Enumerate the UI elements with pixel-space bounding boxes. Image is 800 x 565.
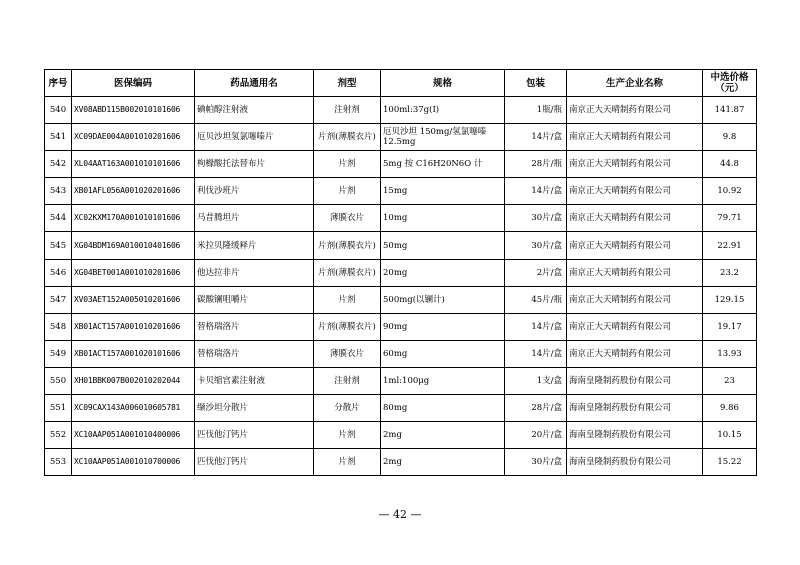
cell-pack: 1支/盒 bbox=[505, 367, 567, 394]
cell-form: 片剂(薄膜衣片) bbox=[314, 259, 381, 286]
cell-name: 马昔腾坦片 bbox=[195, 205, 314, 232]
cell-no: 550 bbox=[45, 367, 72, 394]
cell-price: 23 bbox=[703, 367, 757, 394]
cell-code: XC09DAE004A001010201606 bbox=[72, 124, 195, 151]
cell-code: XH01BBK007B002010202044 bbox=[72, 367, 195, 394]
table-row bbox=[45, 395, 757, 422]
cell-name: 碳酸镧咀嚼片 bbox=[195, 286, 314, 313]
cell-maker: 南京正大天晴制药有限公司 bbox=[567, 151, 703, 178]
cell-maker: 南京正大天晴制药有限公司 bbox=[567, 259, 703, 286]
cell-maker: 南京正大天晴制药有限公司 bbox=[567, 124, 703, 151]
cell-name: 枸橼酸托法替布片 bbox=[195, 151, 314, 178]
table-row bbox=[45, 232, 757, 259]
cell-code: XC10AAP051A001010400006 bbox=[72, 422, 195, 449]
cell-maker: 海南皇隆制药股份有限公司 bbox=[567, 449, 703, 476]
cell-code: XB01ACT157A001010201606 bbox=[72, 313, 195, 340]
header-maker: 生产企业名称 bbox=[567, 70, 703, 97]
cell-maker: 南京正大天晴制药有限公司 bbox=[567, 178, 703, 205]
cell-no: 541 bbox=[45, 124, 72, 151]
cell-maker: 南京正大天晴制药有限公司 bbox=[567, 313, 703, 340]
cell-form: 注射剂 bbox=[314, 97, 381, 124]
cell-price: 79.71 bbox=[703, 205, 757, 232]
cell-no: 548 bbox=[45, 313, 72, 340]
cell-pack: 20片/盒 bbox=[505, 422, 567, 449]
cell-pack: 14片/盒 bbox=[505, 313, 567, 340]
cell-maker: 南京正大天晴制药有限公司 bbox=[567, 97, 703, 124]
cell-no: 549 bbox=[45, 340, 72, 367]
cell-code: XG04BDM169A010010401606 bbox=[72, 232, 195, 259]
cell-spec: 20mg bbox=[381, 259, 505, 286]
cell-no: 543 bbox=[45, 178, 72, 205]
cell-name: 缬沙坦分散片 bbox=[195, 395, 314, 422]
cell-pack: 30片/盒 bbox=[505, 232, 567, 259]
cell-form: 片剂(薄膜衣片) bbox=[314, 313, 381, 340]
cell-code: XV08ABD115B002010101606 bbox=[72, 97, 195, 124]
cell-spec: 2mg bbox=[381, 422, 505, 449]
cell-price: 9.8 bbox=[703, 124, 757, 151]
header-pack: 包装 bbox=[505, 70, 567, 97]
header-form: 剂型 bbox=[314, 70, 381, 97]
cell-maker: 南京正大天晴制药有限公司 bbox=[567, 286, 703, 313]
table-row bbox=[45, 286, 757, 313]
cell-form: 片剂 bbox=[314, 178, 381, 205]
cell-price: 129.15 bbox=[703, 286, 757, 313]
header-price: 中选价格（元） bbox=[703, 70, 757, 97]
cell-spec: 5mg 按 C16H20N6O 计 bbox=[381, 151, 505, 178]
cell-maker: 南京正大天晴制药有限公司 bbox=[567, 340, 703, 367]
header-code: 医保编码 bbox=[72, 70, 195, 97]
cell-price: 23.2 bbox=[703, 259, 757, 286]
cell-pack: 28片/盒 bbox=[505, 395, 567, 422]
cell-price: 10.92 bbox=[703, 178, 757, 205]
cell-name: 匹伐他汀钙片 bbox=[195, 449, 314, 476]
drug-price-table bbox=[44, 69, 757, 476]
cell-pack: 14片/盒 bbox=[505, 124, 567, 151]
cell-name: 卡贝缩宫素注射液 bbox=[195, 367, 314, 394]
cell-no: 547 bbox=[45, 286, 72, 313]
header-spec: 规格 bbox=[381, 70, 505, 97]
table-row bbox=[45, 151, 757, 178]
cell-maker: 海南皇隆制药股份有限公司 bbox=[567, 422, 703, 449]
cell-spec: 15mg bbox=[381, 178, 505, 205]
cell-name: 匹伐他汀钙片 bbox=[195, 422, 314, 449]
cell-spec: 500mg(以镧计) bbox=[381, 286, 505, 313]
cell-pack: 2片/盒 bbox=[505, 259, 567, 286]
cell-pack: 30片/盒 bbox=[505, 205, 567, 232]
table-row bbox=[45, 178, 757, 205]
table-row bbox=[45, 340, 757, 367]
cell-name: 替格瑞洛片 bbox=[195, 340, 314, 367]
cell-name: 厄贝沙坦氢氯噻嗪片 bbox=[195, 124, 314, 151]
cell-price: 19.17 bbox=[703, 313, 757, 340]
cell-code: XB01ACT157A001020101606 bbox=[72, 340, 195, 367]
table-row bbox=[45, 422, 757, 449]
cell-no: 545 bbox=[45, 232, 72, 259]
cell-pack: 1瓶/瓶 bbox=[505, 97, 567, 124]
cell-spec: 10mg bbox=[381, 205, 505, 232]
cell-no: 542 bbox=[45, 151, 72, 178]
cell-pack: 28片/瓶 bbox=[505, 151, 567, 178]
cell-code: XV03AET152A005010201606 bbox=[72, 286, 195, 313]
cell-no: 540 bbox=[45, 97, 72, 124]
header-name: 药品通用名 bbox=[195, 70, 314, 97]
cell-code: XB01AFL056A001020201606 bbox=[72, 178, 195, 205]
table-body bbox=[45, 97, 757, 476]
page-number: — 42 — bbox=[378, 508, 422, 521]
cell-price: 13.93 bbox=[703, 340, 757, 367]
table-row bbox=[45, 124, 757, 151]
cell-form: 片剂 bbox=[314, 151, 381, 178]
cell-maker: 海南皇隆制药股份有限公司 bbox=[567, 395, 703, 422]
cell-code: XG04BET001A001010201606 bbox=[72, 259, 195, 286]
cell-maker: 南京正大天晴制药有限公司 bbox=[567, 232, 703, 259]
cell-pack: 14片/盒 bbox=[505, 340, 567, 367]
cell-name: 碘帕醇注射液 bbox=[195, 97, 314, 124]
cell-spec: 100ml:37g(I) bbox=[381, 97, 505, 124]
cell-form: 分散片 bbox=[314, 395, 381, 422]
cell-no: 546 bbox=[45, 259, 72, 286]
cell-name: 替格瑞洛片 bbox=[195, 313, 314, 340]
cell-no: 544 bbox=[45, 205, 72, 232]
table-header-row bbox=[45, 70, 757, 97]
cell-form: 片剂(薄膜衣片) bbox=[314, 232, 381, 259]
cell-name: 利伐沙班片 bbox=[195, 178, 314, 205]
table-row bbox=[45, 367, 757, 394]
table-row bbox=[45, 449, 757, 476]
cell-code: XC02KXM170A001010101606 bbox=[72, 205, 195, 232]
cell-form: 片剂 bbox=[314, 286, 381, 313]
cell-pack: 30片/盒 bbox=[505, 449, 567, 476]
cell-name: 米拉贝隆缓释片 bbox=[195, 232, 314, 259]
cell-spec: 90mg bbox=[381, 313, 505, 340]
cell-maker: 海南皇隆制药股份有限公司 bbox=[567, 367, 703, 394]
cell-code: XC10AAP051A001010700006 bbox=[72, 449, 195, 476]
cell-maker: 南京正大天晴制药有限公司 bbox=[567, 205, 703, 232]
table-row bbox=[45, 97, 757, 124]
cell-name: 他达拉非片 bbox=[195, 259, 314, 286]
header-no: 序号 bbox=[45, 70, 72, 97]
cell-price: 141.87 bbox=[703, 97, 757, 124]
cell-no: 551 bbox=[45, 395, 72, 422]
cell-code: XL04AAT163A001010101606 bbox=[72, 151, 195, 178]
cell-form: 薄膜衣片 bbox=[314, 340, 381, 367]
cell-pack: 45片/瓶 bbox=[505, 286, 567, 313]
cell-spec: 60mg bbox=[381, 340, 505, 367]
cell-price: 9.86 bbox=[703, 395, 757, 422]
cell-code: XC09CAX143A006010605781 bbox=[72, 395, 195, 422]
cell-spec: 2mg bbox=[381, 449, 505, 476]
cell-price: 22.91 bbox=[703, 232, 757, 259]
table-row bbox=[45, 205, 757, 232]
cell-price: 10.15 bbox=[703, 422, 757, 449]
cell-spec: 50mg bbox=[381, 232, 505, 259]
cell-form: 片剂 bbox=[314, 422, 381, 449]
cell-price: 15.22 bbox=[703, 449, 757, 476]
cell-pack: 14片/盒 bbox=[505, 178, 567, 205]
cell-form: 薄膜衣片 bbox=[314, 205, 381, 232]
cell-form: 片剂(薄膜衣片) bbox=[314, 124, 381, 151]
cell-spec: 厄贝沙坦 150mg/氢氯噻嗪 12.5mg bbox=[381, 124, 505, 151]
cell-no: 552 bbox=[45, 422, 72, 449]
table-row bbox=[45, 313, 757, 340]
cell-spec: 80mg bbox=[381, 395, 505, 422]
table-row bbox=[45, 259, 757, 286]
cell-form: 注射剂 bbox=[314, 367, 381, 394]
cell-spec: 1ml:100μg bbox=[381, 367, 505, 394]
cell-no: 553 bbox=[45, 449, 72, 476]
cell-price: 44.8 bbox=[703, 151, 757, 178]
cell-form: 片剂 bbox=[314, 449, 381, 476]
